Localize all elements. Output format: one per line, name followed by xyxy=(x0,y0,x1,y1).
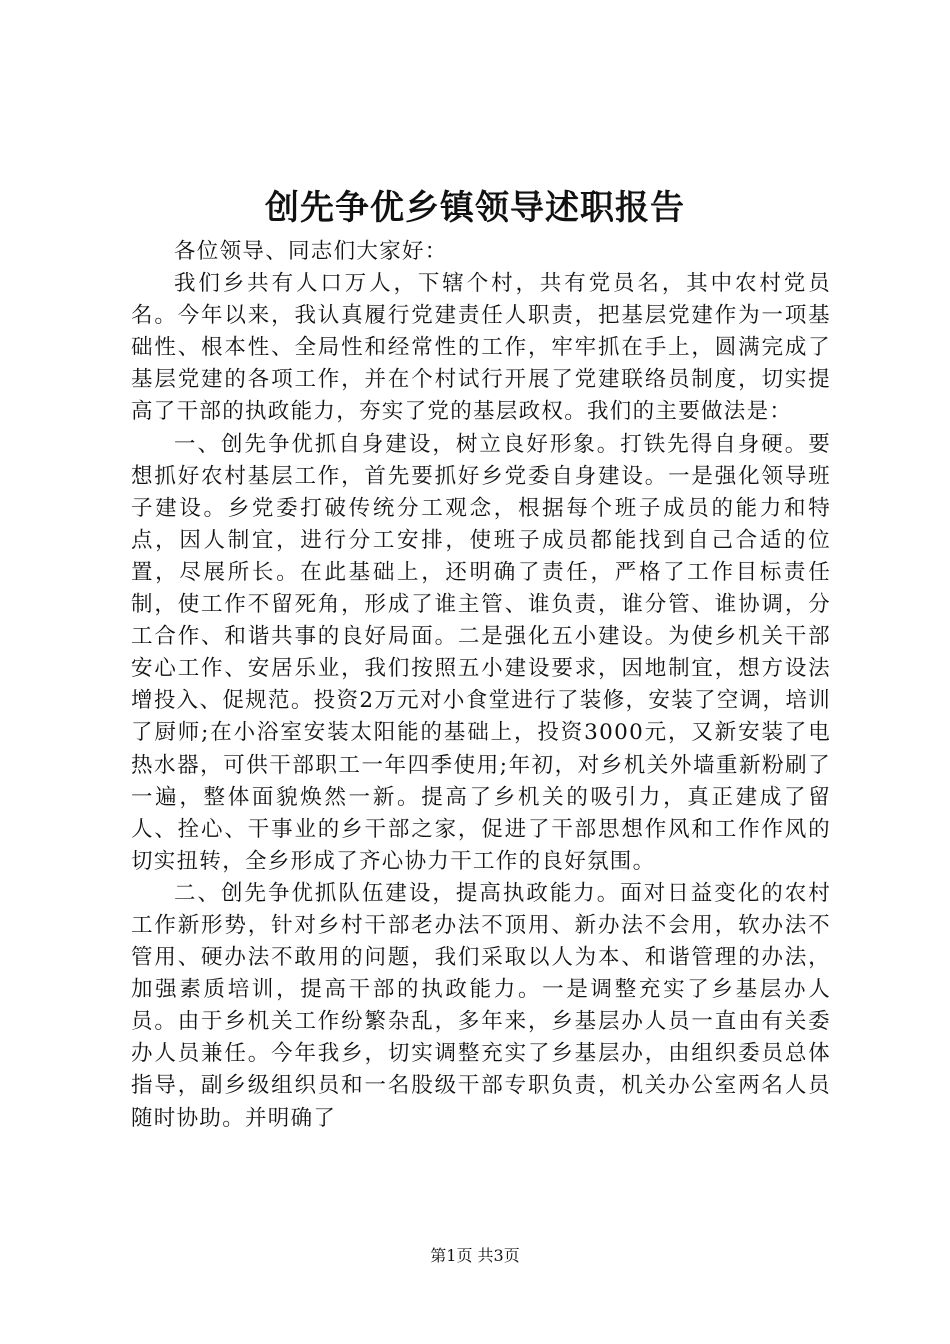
page-footer: 第1页 共3页 xyxy=(430,1246,520,1265)
section-one-paragraph: 一、创先争优抓自身建设，树立良好形象。打铁先得自身硬。要想抓好农村基层工作，首先要抓好乡党委自身建设。一是强化领导班子建设。乡党委打破传统分工观念，根据每个班子成员的能力和特点，因人制宜，进行分工安排，使班子成员都能找到自己合适的位置，尽展所长。在此基础上，还明确了责任，严格了工作目标责任制，使工作不留死角，形成了谁主管、谁负责，谁分管、谁协调，分工合作、和谐共事的良好局面。二是强化五小建设。为使乡机关干部安心工作、安居乐业，我们按照五小建设要求，因地制宜，想方设法增投入、促规范。投资2万元对小食堂进行了装修，安装了空调，培训了厨师;在小浴室安装太阳能的基础上，投资3000元，又新安装了电热水器，可供干部职工一年四季使用;年初，对乡机关外墙重新粉刷了一遍，整体面貌焕然一新。提高了乡机关的吸引力，真正建成了留人、拴心、干事业的乡干部之家，促进了干部思想作风和工作作风的切实扭转，全乡形成了齐心协力干工作的良好氛围。 xyxy=(131,431,831,874)
document-body xyxy=(131,236,831,1135)
intro-paragraph: 我们乡共有人口万人，下辖个村，共有党员名，其中农村党员名。今年以来，我认真履行党建责任人职责，把基层党建作为一项基础性、根本性、全局性和经常性的工作，牢牢抓在手上，圆满完成了基层党建的各项工作，并在个村试行开展了党建联络员制度，切实提高了干部的执政能力，夯实了党的基层政权。我们的主要做法是： xyxy=(131,271,831,425)
section-two-paragraph: 二、创先争优抓队伍建设，提高执政能力。面对日益变化的农村工作新形势，针对乡村干部老办法不顶用、新办法不会用，软办法不管用、硬办法不敢用的问题，我们采取以人为本、和谐管理的办法，加强素质培训，提高干部的执政能力。一是调整充实了乡基层办人员。由于乡机关工作纷繁杂乱，多年来，乡基层办人员一直由有关委办人员兼任。今年我乡，切实调整充实了乡基层办，由组织委员总体指导，副乡级组织员和一名股级干部专职负责，机关办公室两名人员随时协助。并明确了 xyxy=(131,880,831,1131)
greeting-paragraph: 各位领导、同志们大家好： xyxy=(174,239,448,264)
page-title: 创先争优乡镇领导述职报告 xyxy=(265,188,685,228)
